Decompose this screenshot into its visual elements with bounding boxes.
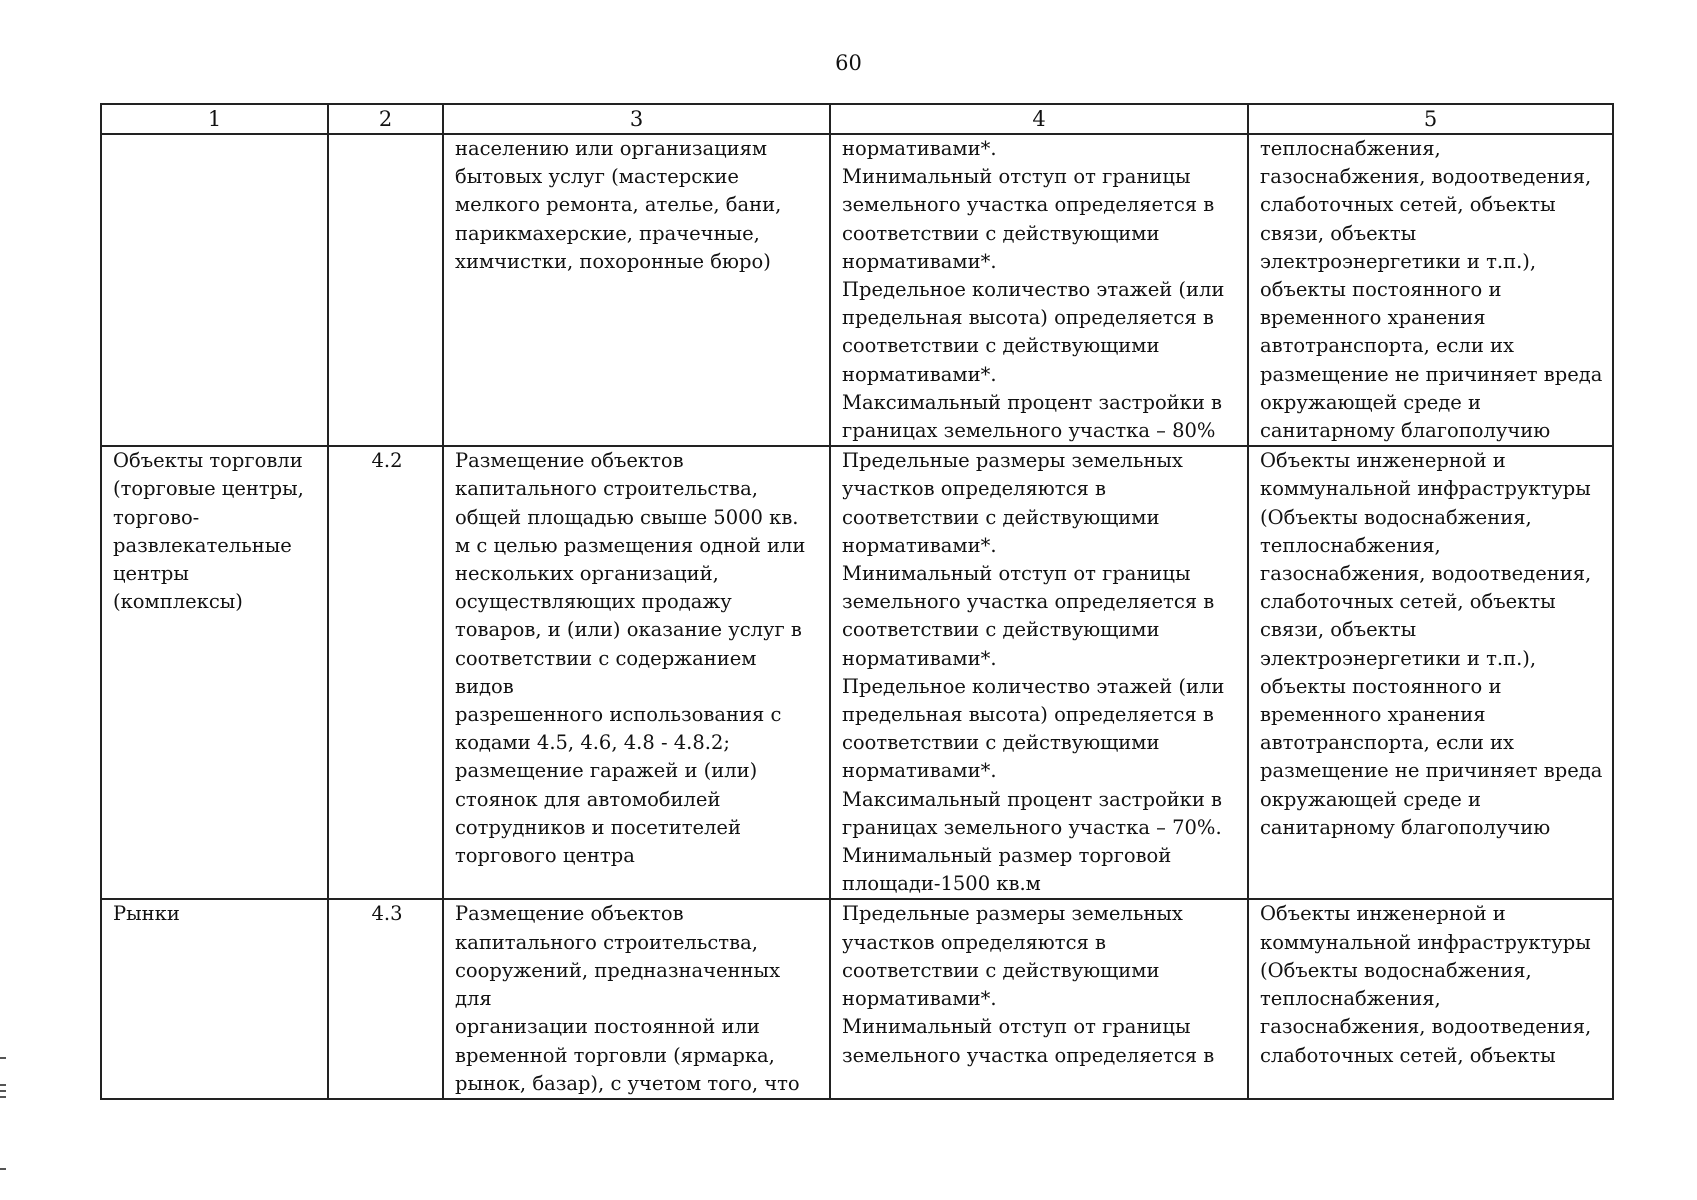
scan-margin-mark [0, 1168, 6, 1170]
page-number: 60 [835, 51, 862, 75]
auxiliary-uses-cell: теплоснабжения, газоснабжения, водоотведения, слаботочных сетей, объекты связи, объекты электроэнергетики и т.п.), объекты постоянного и временного хранения автотранспорта, если их размещение не причиняет вреда окружающей среде и санитарному благополучию [1248, 134, 1613, 446]
table-header-row [101, 104, 1613, 134]
auxiliary-uses-cell: Объекты инженерной и коммунальной инфраструктуры (Объекты водоснабжения, теплоснабжения, газоснабжения, водоотведения, слаботочных сетей, объекты связи, объекты электроэнергетики и т.п.), объекты постоянного и временного хранения автотранспорта, если их размещение не причиняет вреда окружающей среде и санитарному благополучию [1248, 446, 1613, 899]
use-code-cell: 4.3 [328, 899, 443, 1098]
auxiliary-uses-cell: Объекты инженерной и коммунальной инфраструктуры (Объекты водоснабжения, теплоснабжения, газоснабжения, водоотведения, слаботочных сетей, объекты [1248, 899, 1613, 1098]
scan-margin-mark [0, 1090, 6, 1092]
column-header-1: 1 [101, 104, 328, 134]
use-name-cell [101, 134, 328, 446]
use-name-cell: Объекты торговли (торговые центры, торгово- развлекательные центры (комплексы) [101, 446, 328, 899]
use-code-cell [328, 134, 443, 446]
land-use-table [100, 103, 1614, 1100]
use-description-cell: Размещение объектов капитального строительства, общей площадью свыше 5000 кв. м с целью размещения одной или нескольких организаций, осуществляющих продажу товаров, и (или) оказание услуг в соответствии с содержанием видов разрешенного использования с кодами 4.5, 4.6, 4.8 - 4.8.2; размещение гаражей и (или) стоянок для автомобилей сотрудников и посетителей торгового центра [443, 446, 830, 899]
use-description-cell: населению или организациям бытовых услуг (мастерские мелкого ремонта, ателье, бани, парикмахерские, прачечные, химчистки, похоронные бюро) [443, 134, 830, 446]
column-header-4: 4 [830, 104, 1248, 134]
scan-margin-mark [0, 1057, 6, 1059]
parameters-cell: Предельные размеры земельных участков определяются в соответствии с действующими нормативами*. Минимальный отступ от границы земельного участка определяется в [830, 899, 1248, 1098]
column-header-2: 2 [328, 104, 443, 134]
table-row [101, 134, 1613, 446]
table-row [101, 899, 1613, 1098]
scan-margin-mark [0, 1084, 6, 1086]
table-row [101, 446, 1613, 899]
column-header-5: 5 [1248, 104, 1613, 134]
parameters-cell: Предельные размеры земельных участков определяются в соответствии с действующими нормативами*. Минимальный отступ от границы земельного участка определяется в соответствии с действующими нормативами*. Предельное количество этажей (или предельная высота) определяется в соответствии с действующими нормативами*. Максимальный процент застройки в границах земельного участка – 70%. Минимальный размер торговой площади-1500 кв.м [830, 446, 1248, 899]
parameters-cell: нормативами*. Минимальный отступ от границы земельного участка определяется в соответствии с действующими нормативами*. Предельное количество этажей (или предельная высота) определяется в соответствии с действующими нормативами*. Максимальный процент застройки в границах земельного участка – 80% [830, 134, 1248, 446]
scan-margin-mark [0, 1096, 6, 1098]
use-name-cell: Рынки [101, 899, 328, 1098]
column-header-3: 3 [443, 104, 830, 134]
use-description-cell: Размещение объектов капитального строительства, сооружений, предназначенных для организации постоянной или временной торговли (ярмарка, рынок, базар), с учетом того, что [443, 899, 830, 1098]
use-code-cell: 4.2 [328, 446, 443, 899]
